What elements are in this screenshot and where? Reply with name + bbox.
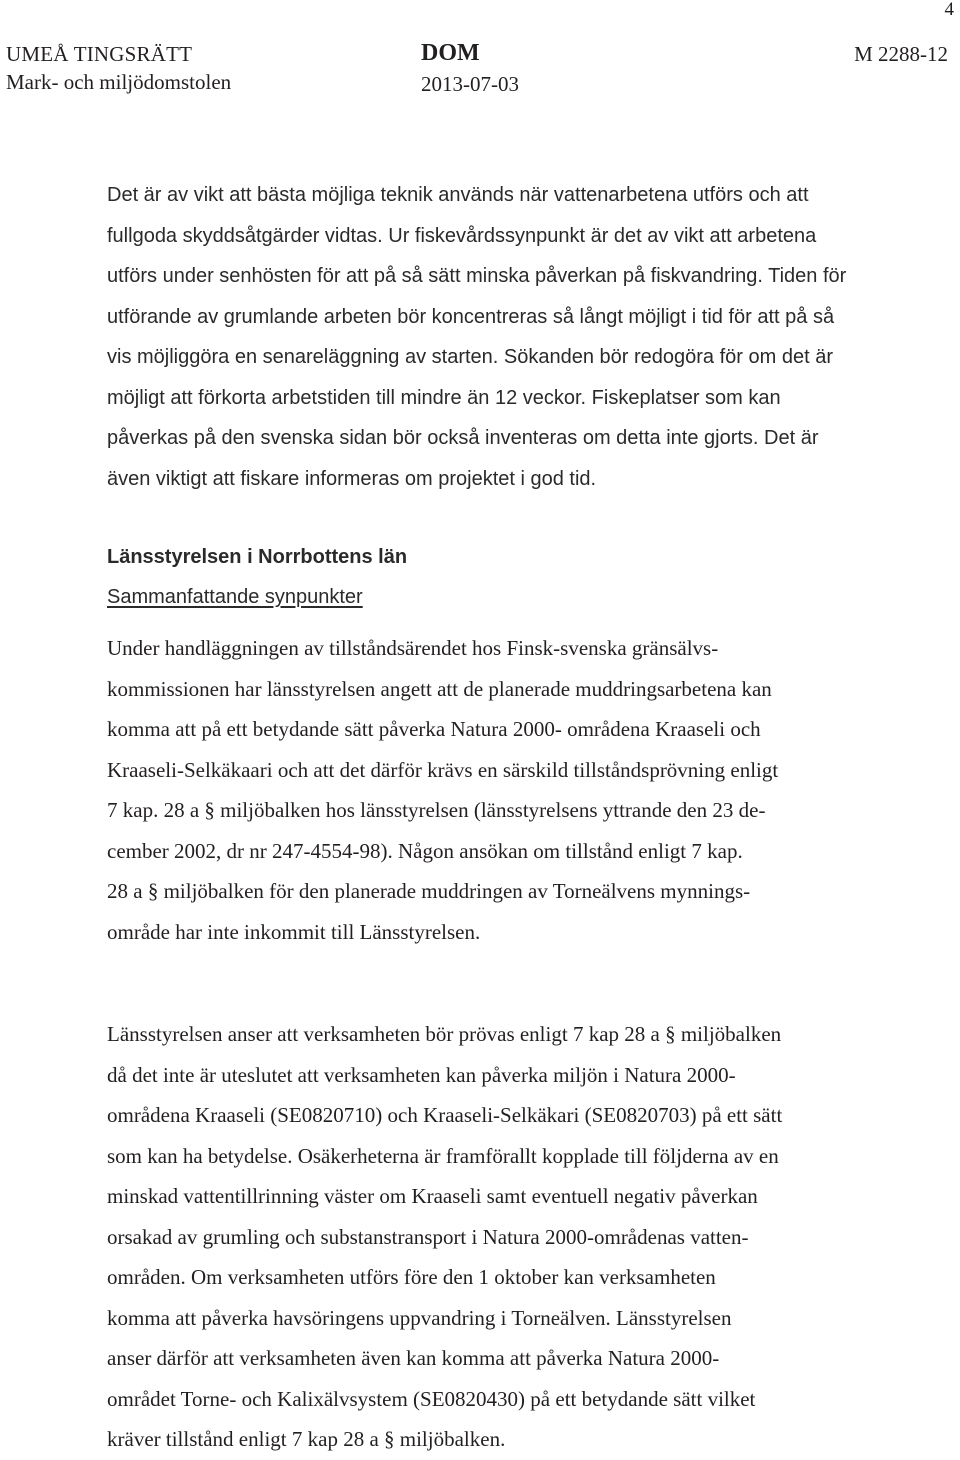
text-line: Länsstyrelsen anser att verksamheten bör prövas enligt 7 kap 28 a § miljöbalken <box>107 1022 782 1046</box>
text-line: cember 2002, dr nr 247-4554-98). Någon ansökan om tillstånd enligt 7 kap. <box>107 838 743 863</box>
court-name: UMEÅ TINGSRÄTT <box>6 42 193 66</box>
document-date: 2013-07-03 <box>421 72 519 96</box>
text-line: minskad vattentillrinning väster om Kraaseli samt eventuell negativ påverkan <box>107 1184 758 1208</box>
page-number: 4 <box>944 0 954 20</box>
text-line: vis möjliggöra en senareläggning av starten. Sökanden bör redogöra för om det är <box>107 346 833 368</box>
text-line: området Torne- och Kalixälvsystem (SE0820430) på ett betydande sätt vilket <box>107 1386 756 1411</box>
text-line: kräver tillstånd enligt 7 kap 28 a § miljöbalken. <box>107 1427 506 1451</box>
text-line: Kraaseli-Selkäkaari och att det därför krävs en särskild tillståndsprövning enligt <box>107 757 779 782</box>
text-line: komma att påverka havsöringens uppvandring i Torneälven. Länsstyrelsen <box>107 1305 732 1330</box>
paragraph-assessment <box>107 1014 877 1460</box>
text-line: komma att på ett betydande sätt påverka Natura 2000- områdena Kraaseli och <box>107 717 761 741</box>
section-subheading: Sammanfattande synpunkter <box>107 586 363 608</box>
text-line: anser därför att verksamheten även kan komma att påverka Natura 2000- <box>107 1346 720 1370</box>
section-heading: Länsstyrelsen i Norrbottens län <box>107 546 408 568</box>
text-line: orsakad av grumling och substanstransport i Natura 2000-områdenas vatten- <box>107 1224 749 1249</box>
text-line: utförande av grumlande arbeten bör koncentreras så långt möjligt i tid för att på så <box>107 305 835 328</box>
paragraph-handling-history <box>107 628 877 952</box>
case-number: M 2288-12 <box>854 42 948 66</box>
text-line: 28 a § miljöbalken för den planerade muddringen av Torneälvens mynnings- <box>107 879 751 903</box>
text-line: även viktigt att fiskare informeras om projektet i god tid. <box>107 467 597 490</box>
court-division: Mark- och miljödomstolen <box>6 70 232 94</box>
paragraph-fishery-concerns <box>107 175 877 499</box>
text-line: områdena Kraaseli (SE0820710) och Kraaseli-Selkäkari (SE0820703) på ett sätt <box>107 1103 783 1127</box>
text-line: som kan ha betydelse. Osäkerheterna är framförallt kopplade till följderna av en <box>107 1143 779 1168</box>
text-line: område har inte inkommit till Länsstyrelsen. <box>107 919 481 944</box>
text-line: påverkas på den svenska sidan bör också inventeras om detta inte gjorts. Det är <box>107 427 819 449</box>
text-line: fullgoda skyddsåtgärder vidtas. Ur fiskevårdssynpunkt är det av vikt att arbetena <box>107 224 817 247</box>
text-line: kommissionen har länsstyrelsen angett att de planerade muddringsarbetena kan <box>107 676 772 701</box>
text-line: områden. Om verksamheten utförs före den 1 oktober kan verksamheten <box>107 1265 716 1289</box>
text-line: 7 kap. 28 a § miljöbalken hos länsstyrelsen (länsstyrelsens yttrande den 23 de- <box>107 798 766 822</box>
text-line: utförs under senhösten för att på så sätt minska påverkan på fiskvandring. Tiden för <box>107 265 847 287</box>
text-line: då det inte är uteslutet att verksamheten kan påverka miljön i Natura 2000- <box>107 1062 736 1087</box>
document-header <box>0 40 960 100</box>
text-line: möjligt att förkorta arbetstiden till mindre än 12 veckor. Fiskeplatser som kan <box>107 386 781 409</box>
text-line: Det är av vikt att bästa möjliga teknik används när vattenarbetena utförs och att <box>107 184 809 206</box>
document-type: DOM <box>421 40 480 66</box>
text-line: Under handläggningen av tillståndsärendet hos Finsk-svenska gränsälvs- <box>107 636 719 660</box>
